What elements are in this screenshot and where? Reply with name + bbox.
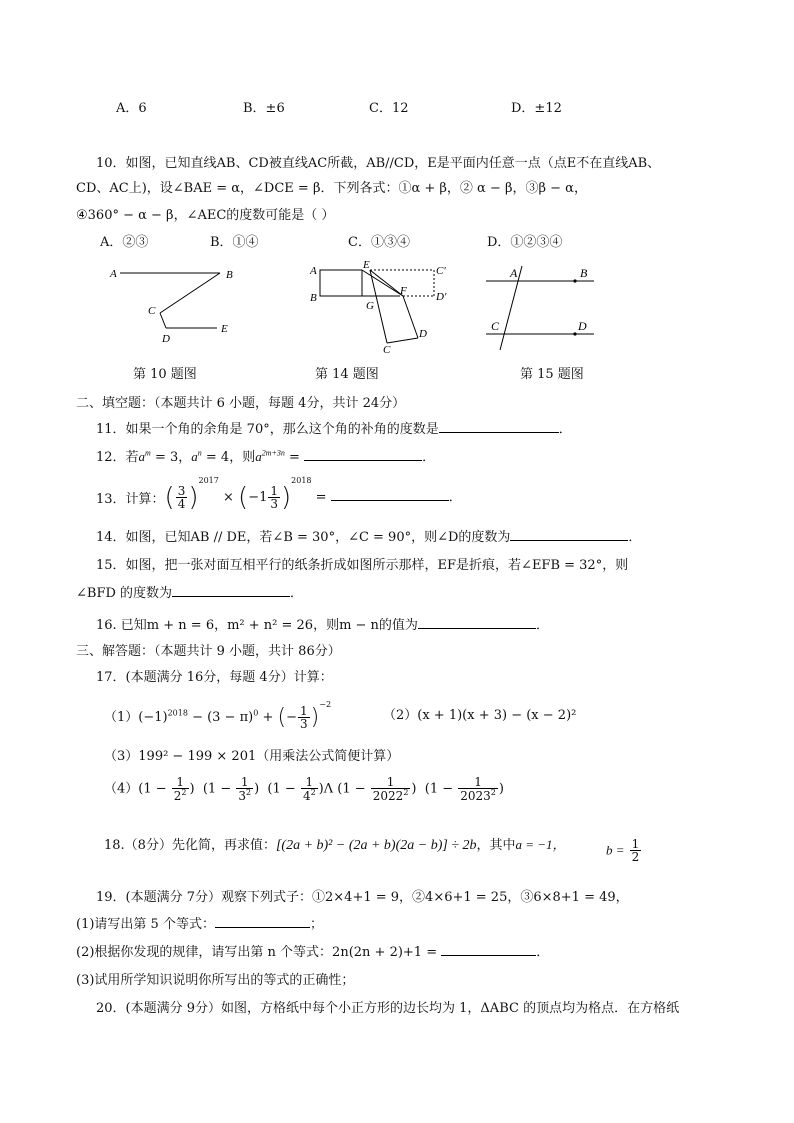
q18-expression: [(2a + b)² − (2a + b)(2a − b)] ÷ 2b bbox=[275, 838, 477, 853]
section2-heading: 二、填空题：（本题共计 6 小题，每题 4分，共计 24分） bbox=[76, 396, 406, 411]
fig10-label-a: A bbox=[110, 268, 117, 280]
fig10-label-d: D bbox=[162, 333, 170, 345]
q10-line2: CD、AC上)，设∠BAE = α，∠DCE = β．下列各式：①α + β，② α − β，③β − α， bbox=[76, 181, 587, 196]
fig15-label-b: B bbox=[580, 266, 588, 280]
fig10-label-e: E bbox=[221, 323, 228, 335]
q10-option-a: A．②③ bbox=[100, 235, 149, 250]
fig14-label-f: F bbox=[400, 285, 407, 297]
q19-1: (1)请写出第 5 个等式： ； bbox=[76, 913, 323, 932]
section3-heading: 三、解答题：（本题共计 9 小题，共计 86分） bbox=[76, 644, 341, 659]
q19-3: (3)试用所学知识说明你所写出的等式的正确性； bbox=[76, 973, 355, 988]
q14-text: 14．如图，已知AB // DE，若∠B = 30°，∠C = 90°，则∠D的度数为 bbox=[96, 530, 511, 545]
fig15-label-d: D bbox=[578, 319, 587, 333]
q17-3: （3）199² − 199 × 201（用乘法公式简便计算） bbox=[104, 749, 400, 764]
fig14-label-c: C bbox=[383, 344, 391, 356]
q16: 16. 已知m + n = 6，m² + n² = 26，则m − n的值为 ． bbox=[96, 614, 549, 633]
q12-mid2: = 4，则 bbox=[201, 450, 256, 465]
q9-option-a: A．6 bbox=[116, 101, 147, 116]
q18 bbox=[104, 834, 566, 854]
q19-1-text: (1)请写出第 5 个等式： bbox=[76, 917, 215, 932]
q10-option-d: D．①②③④ bbox=[487, 235, 563, 250]
q17-4: （4）(1 − $\frac{1}{2^2}$ ) (1 − $\frac{1}{3^2}$ ) (1 − $\frac{1}{4^2}$ )Λ (1 − $\frac{1}{2022^2}$ ) (1 − $\frac{1}{2023^2}$ ) bbox=[104, 775, 504, 803]
q12: 12．若$a^m = 3$，$a^n = 4$，则$a^{2m+3n}$ = ． bbox=[96, 446, 435, 465]
q19-2-text: (2)根据你发现的规律，请写出第 n 个等式：2n(2n + 2)+1 = bbox=[76, 945, 438, 960]
q18-b-label: b = bbox=[606, 842, 625, 858]
q10-line1: 10．如图，已知直线AB、CD被直线AC所截，AB//CD，E是平面内任意一点（点E不在直线AB、 bbox=[96, 156, 661, 171]
fig14-label-d: D bbox=[419, 328, 427, 340]
q20: 20．(本题满分 9分）如图，方格纸中每个小正方形的边长均为 1，ΔABC 的顶点均为格点．在方格纸 bbox=[96, 1001, 680, 1016]
fig15-label-c: C bbox=[491, 319, 500, 333]
q18-a-value: a = −1， bbox=[515, 837, 566, 852]
fig14-label-g: G bbox=[366, 300, 374, 312]
fig15-caption: 第 15 题图 bbox=[520, 367, 584, 382]
fig15-label-a: A bbox=[510, 266, 518, 280]
q16-text: 16. 已知m + n = 6，m² + n² = 26，则m − n的值为 bbox=[96, 618, 418, 633]
figure-14 bbox=[300, 258, 470, 356]
q17-title: 17．(本题满分 16分，每题 4分）计算： bbox=[96, 670, 333, 685]
q15-line2: ∠BFD 的度数为 ． bbox=[76, 582, 303, 601]
figure-15 bbox=[480, 262, 610, 352]
q10-line3: ④360° − α − β，∠AEC的度数可能是（ ） bbox=[76, 208, 335, 223]
fig14-caption: 第 14 题图 bbox=[315, 367, 379, 382]
q18-where: ，其中 bbox=[476, 838, 516, 853]
q13: 13．计算：( $\frac{3}{4}$ )$^{2017}$ × (−1 $\frac{1}{3}$ )$^{2018}$ = ． bbox=[96, 476, 462, 513]
q17-2: （2）(x + 1)(x + 3) − (x − 2)² bbox=[383, 708, 577, 723]
q15-line2-text: ∠BFD 的度数为 bbox=[76, 586, 173, 601]
q15-line1: 15．如图，把一张对面互相平行的纸条折成如图所示那样，EF是折痕，若∠EFB = 32°，则 bbox=[96, 558, 629, 573]
fig14-label-e: E bbox=[363, 259, 370, 271]
q17-4-label: （4） bbox=[104, 781, 139, 797]
q9-option-b: B．±6 bbox=[243, 101, 285, 116]
q18-b: b = $\frac{1}{2}$ bbox=[606, 837, 640, 864]
q10-option-b: B．①④ bbox=[210, 235, 259, 250]
fig14-label-d-prime: D′ bbox=[436, 291, 447, 303]
fig14-label-c-prime: C′ bbox=[436, 265, 446, 277]
q12-pre: 12．若 bbox=[96, 450, 139, 465]
fig10-label-b: B bbox=[226, 269, 233, 281]
q11-text: 11．如果一个角的余角是 70°，那么这个角的补角的度数是 bbox=[96, 422, 439, 437]
q12-post: = bbox=[284, 450, 300, 465]
q13-text: 13．计算： bbox=[96, 492, 165, 507]
q18-text: 18.（8分）先化简，再求值： bbox=[104, 838, 276, 853]
q17-1-label: （1） bbox=[104, 710, 139, 725]
q17-1: $(1)(-1)^{2018} - (3 - \pi)^0$ + (− $\frac{1}{3}$ )$^{-2}$ bbox=[104, 700, 332, 731]
fig10-caption: 第 10 题图 bbox=[133, 367, 197, 382]
q12-mid1: = 3， bbox=[150, 450, 192, 465]
q9-option-d: D．±12 bbox=[511, 101, 562, 116]
q10-option-c: C．①③④ bbox=[348, 235, 410, 250]
q19: 19．(本题满分 7分）观察下列式子：①2×4+1 = 9，②4×6+1 = 25，③6×8+1 = 49， bbox=[96, 890, 629, 905]
fig14-label-b: B bbox=[310, 292, 317, 304]
q19-2: (2)根据你发现的规律，请写出第 n 个等式：2n(2n + 2)+1 = ． bbox=[76, 941, 549, 960]
q9-option-c: C．12 bbox=[369, 101, 409, 116]
fig14-label-a: A bbox=[310, 265, 317, 277]
q14: 14．如图，已知AB // DE，若∠B = 30°，∠C = 90°，则∠D的度数为 ． bbox=[96, 526, 641, 545]
figure-10 bbox=[100, 260, 250, 352]
q11: 11．如果一个角的余角是 70°，那么这个角的补角的度数是 ． bbox=[96, 418, 572, 437]
fig10-label-c: C bbox=[148, 305, 156, 317]
